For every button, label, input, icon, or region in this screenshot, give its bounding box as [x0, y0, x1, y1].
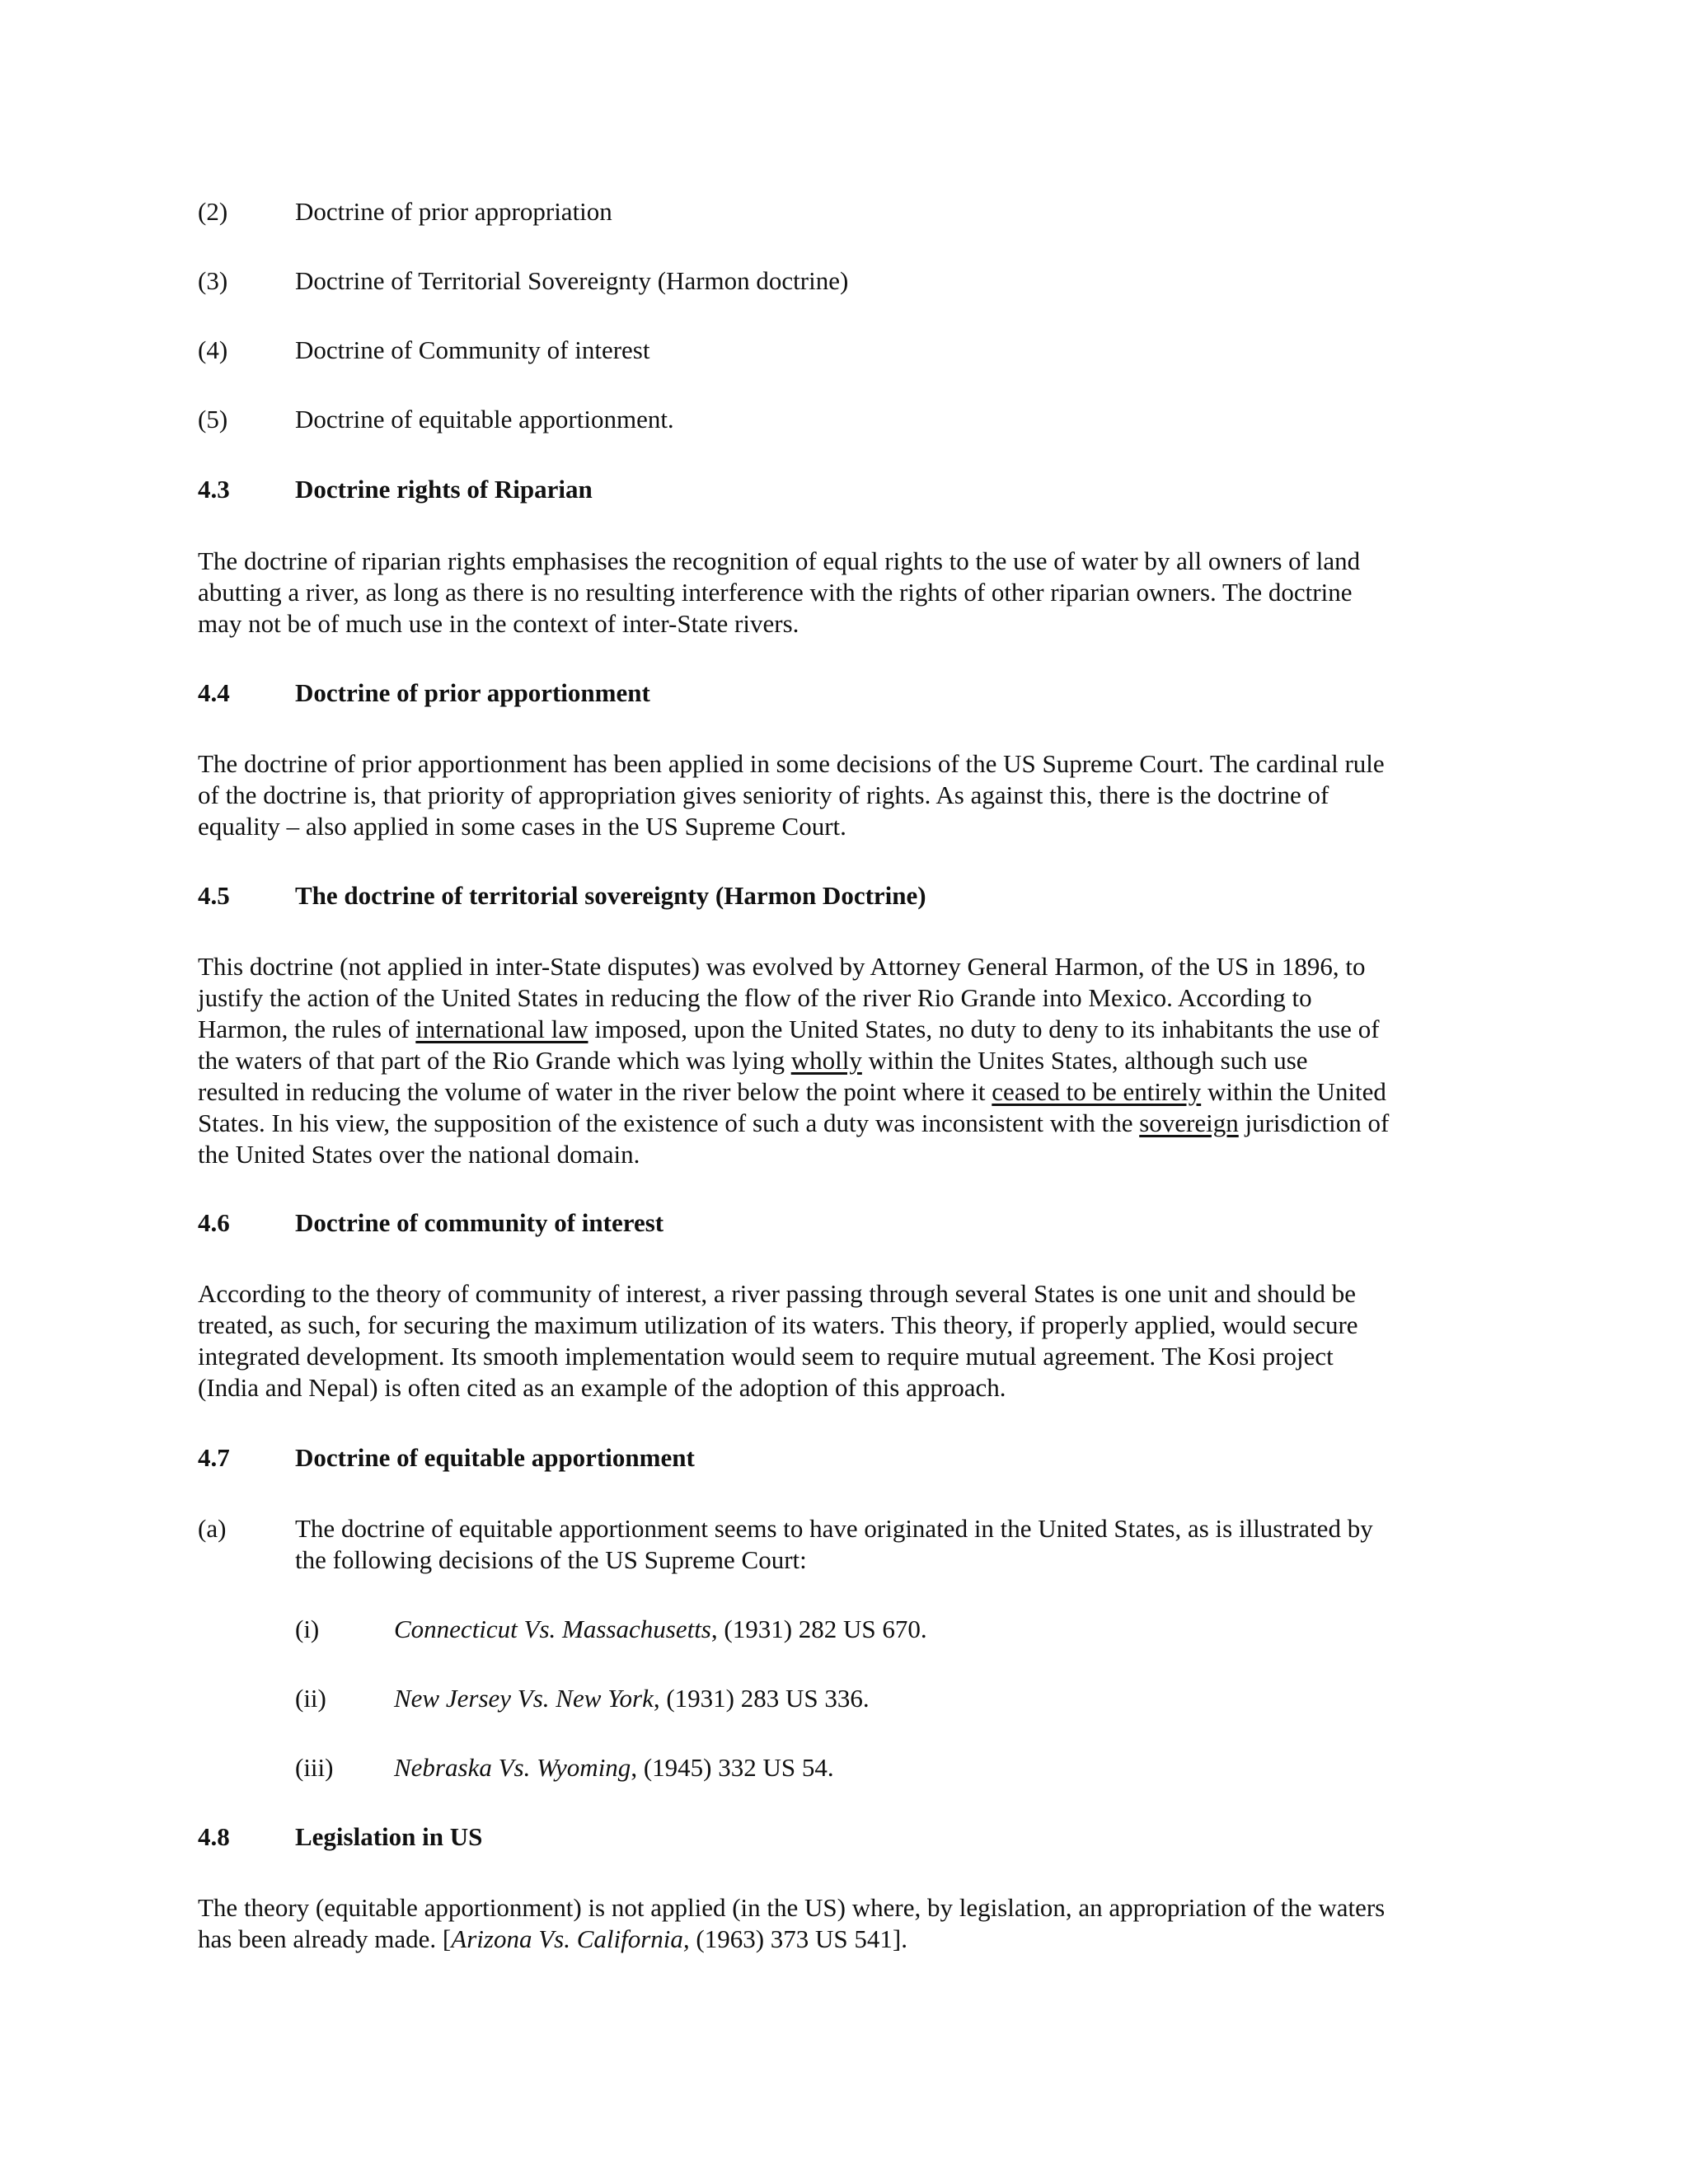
paragraph-line: integrated development. Its smooth implementation would seem to require mutual agreement. The Kosi project [198, 1342, 1334, 1371]
paragraph-prior-apportionment [198, 748, 1484, 842]
paragraph-line: The doctrine of equitable apportionment seems to have originated in the United States, as is illustrated by [295, 1514, 1373, 1543]
list-item-text: Doctrine of Territorial Sovereignty (Harmon doctrine) [295, 266, 849, 295]
paragraph-harmon [198, 951, 1484, 1170]
paragraph-line: Harmon, the rules of international law imposed, upon the United States, no duty to deny to its inhabitants the use of [198, 1015, 1380, 1043]
section-title: Doctrine rights of Riparian [295, 475, 593, 504]
underlined-term: ceased to be entirely [992, 1077, 1202, 1106]
paragraph-line: equality – also applied in some cases in the US Supreme Court. [198, 812, 846, 841]
case-number: (iii) [295, 1753, 334, 1782]
paragraph-line: the waters of that part of the Rio Grande which was lying wholly within the Unites States, although such use [198, 1046, 1308, 1075]
case-cite: , (1931) 283 US 336. [653, 1684, 870, 1713]
paragraph-line: States. In his view, the supposition of the existence of such a duty was inconsistent with the sovereign jurisdiction of [198, 1108, 1390, 1137]
list-item-text: Doctrine of Community of interest [295, 335, 650, 364]
case-number: (ii) [295, 1684, 326, 1713]
paragraph-line: abutting a river, as long as there is no resulting interference with the rights of other riparian owners. The doctrine [198, 578, 1353, 607]
underlined-term: wholly [790, 1046, 862, 1075]
case-number: (i) [295, 1615, 320, 1643]
paragraph-legislation [198, 1892, 1484, 1955]
list-item-number: (2) [198, 197, 228, 226]
case-cite: , (1931) 282 US 670. [710, 1615, 927, 1643]
paragraph-riparian [198, 546, 1484, 640]
list-item-text: Doctrine of prior appropriation [295, 197, 612, 226]
case-name: New Jersey Vs. New York [394, 1684, 654, 1713]
list-item-number: (3) [198, 266, 228, 295]
case-name: Nebraska Vs. Wyoming [394, 1753, 631, 1782]
paragraph-line: resulted in reducing the volume of water in the river below the point where it ceased to be entirely within the United [198, 1077, 1386, 1106]
paragraph-line: The doctrine of prior apportionment has been applied in some decisions of the US Supreme Court. The cardinal rule [198, 749, 1385, 778]
list-item-number: (4) [198, 335, 228, 364]
paragraph-line: may not be of much use in the context of inter-State rivers. [198, 609, 799, 638]
paragraph-line: The theory (equitable apportionment) is not applied (in the US) where, by legislation, an appropriation of the waters [198, 1893, 1386, 1922]
underlined-term: international law [415, 1015, 588, 1043]
paragraph-equitable-apportionment [295, 1513, 1482, 1576]
paragraph-line: (India and Nepal) is often cited as an example of the adoption of this approach. [198, 1373, 1006, 1402]
paragraph-line: The doctrine of riparian rights emphasises the recognition of equal rights to the use of water by all owners of land [198, 546, 1361, 575]
list-item-text: Doctrine of equitable apportionment. [295, 405, 674, 434]
section-title: Doctrine of prior apportionment [295, 678, 650, 707]
section-number: 4.6 [198, 1208, 230, 1237]
section-number: 4.3 [198, 475, 230, 504]
section-number: 4.4 [198, 678, 230, 707]
section-number: 4.5 [198, 881, 230, 910]
paragraph-line: of the doctrine is, that priority of appropriation gives seniority of rights. As against this, there is the doctrine of [198, 780, 1329, 809]
case-cite: , (1945) 332 US 54. [631, 1753, 834, 1782]
paragraph-line: the United States over the national domain. [198, 1140, 640, 1169]
paragraph-line: the following decisions of the US Supreme Court: [295, 1545, 807, 1574]
paragraph-line: According to the theory of community of interest, a river passing through several States is one unit and should be [198, 1279, 1357, 1308]
underlined-term: sovereign [1139, 1108, 1239, 1137]
paragraph-line: This doctrine (not applied in inter-State disputes) was evolved by Attorney General Harmon, of the US in 1896, to [198, 952, 1366, 981]
paragraph-community-interest [198, 1278, 1484, 1404]
case-name: Arizona Vs. California, [451, 1924, 690, 1953]
paragraph-line: has been already made. [Arizona Vs. California, (1963) 373 US 541]. [198, 1924, 907, 1953]
section-number: 4.8 [198, 1822, 230, 1851]
case-name: Connecticut Vs. Massachusetts [394, 1615, 711, 1643]
section-title: The doctrine of territorial sovereignty (Harmon Doctrine) [295, 881, 926, 910]
section-title: Doctrine of community of interest [295, 1208, 664, 1237]
paragraph-line: justify the action of the United States in reducing the flow of the river Rio Grande into Mexico. According to [198, 983, 1312, 1012]
document-page: (2) Doctrine of prior appropriation (3) Doctrine of Territorial Sovereignty (Harmon doctrine) (4) Doctrine of Community of interest (5) Doctrine of equitable apportionment. 4.3 Doctrine rights of Riparian The doctrine of riparian rights emphasises the recognition of equal rights to the use of water by all owners of land abutting a river, as long as there is no resulting interference with the rights of other riparian owners. The doctrine may not be of much use in the context of inter-State rivers. 4.4 Doctrine of prior apportionment The doctrine of prior apportionment has been applied in some decisions of the US Supreme Court. The cardinal rule of the doctrine is, that priority of appropriation gives seniority of rights. As against this, there is the doctrine of equality – also applied in some cases in the US Supreme Court. 4.5 The doctrine of territorial sovereignty (Harmon Doctrine) This doctrine (not applied in inter-State disputes) was evolved by Attorney General Harmon, of the US in 1896, to justify the action of the United States in reducing the flow of the river Rio Grande into Mexico. According to Harmon, the rules of international law imposed, upon the United States, no duty to deny to its inhabitants the use of the waters of that part of the Rio Grande which was lying wholly within the Unites States, although such use resulted in reducing the volume of water in the river below the point where it ceased to be entirely within the United States. In his view, the supposition of the existence of such a duty was inconsistent with the sovereign jurisdiction of the United States over the national domain. 4.6 Doctrine of community of interest According to the theory of community of interest, a river passing through several States is one unit and should be treated, as such, for securing the maximum utilization of its waters. This theory, if properly applied, would secure integrated development. Its smooth implementation would seem to require mutual agreement. The Kosi project (India and Nepal) is often cited as an example of the adoption of this approach. 4.7 Doctrine of equitable apportionment (a) The doctrine of equitable apportionment seems to have originated in the United States, as is illustrated by the following decisions of the US Supreme Court: (i) Connecticut Vs. Massachusetts, (1931) 282 US 670. (ii) New Jersey Vs. New York, (1931) 283 US 336. (iii) Nebraska Vs. Wyoming, (1945) 332 US 54. 4.8 Legislation in US The theory (equitable apportionment) is not applied (in the US) where, by legislation, an appropriation of the waters has been already made. [Arizona Vs. California, (1963) 373 US 541]. [0, 0, 1688, 2184]
section-number: 4.7 [198, 1443, 230, 1472]
section-title: Legislation in US [295, 1822, 483, 1851]
paragraph-line: treated, as such, for securing the maximum utilization of its waters. This theory, if properly applied, would secure [198, 1310, 1358, 1339]
list-item-number: (5) [198, 405, 228, 434]
section-title: Doctrine of equitable apportionment [295, 1443, 695, 1472]
